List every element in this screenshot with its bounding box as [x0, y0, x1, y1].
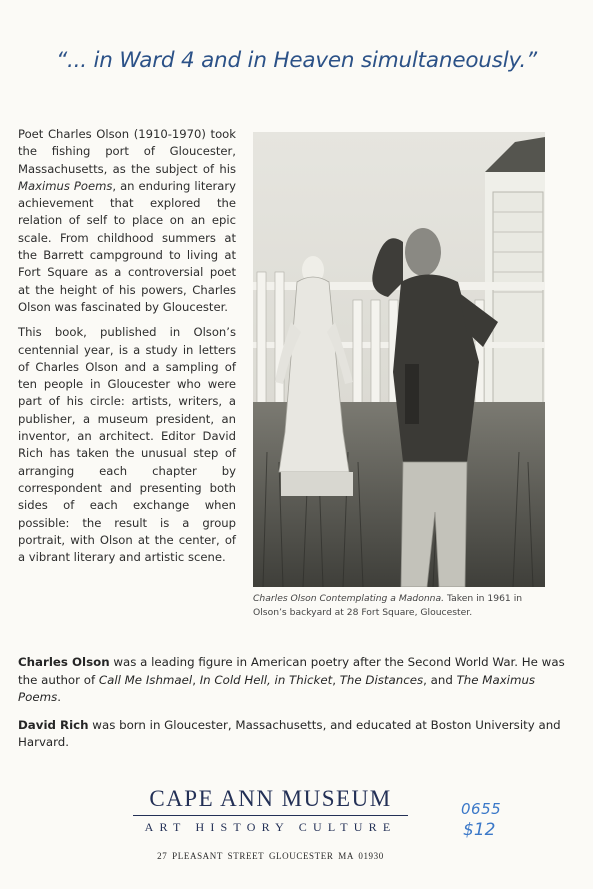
museum-address: 27 PLEASANT STREET GLOUCESTER MA 01930: [157, 851, 384, 861]
book-title: Maximus Poems: [18, 178, 113, 193]
book-title: The Distances: [339, 672, 424, 687]
description-text: Poet Charles Olson (1910-1970) took the fishing port of Gloucester, Massachusetts, as the subject of his: [18, 127, 236, 176]
separator: ,: [192, 672, 200, 687]
museum-name: CAPE ANN MUSEUM: [149, 786, 392, 811]
bio-name-rich: David Rich: [18, 717, 89, 732]
handwritten-code: 0655: [461, 800, 502, 818]
bio-text: was a leading figure in American poetry after the Second World War. He was the author of: [18, 655, 565, 687]
pull-quote: “... in Ward 4 and in Heaven simultaneously.”: [56, 48, 537, 73]
separator: ,: [332, 672, 340, 687]
logo-rule: [133, 815, 408, 816]
book-title: Call Me Ishmael: [98, 672, 193, 687]
bio-name-olson: Charles Olson: [18, 655, 110, 669]
handwritten-price: $12: [463, 820, 496, 840]
bio-olson: [18, 654, 578, 707]
separator: .: [57, 690, 61, 704]
handwritten-price-note: [461, 800, 501, 840]
museum-logo: [133, 785, 408, 835]
bio-text: was born in Gloucester, Massachusetts, and educated at Boston University and Harvard.: [18, 717, 561, 749]
book-title: The Maximus Poems: [18, 672, 536, 704]
separator: , and: [423, 672, 457, 687]
caption-text: Taken in 1961 in Olson’s backyard at 28 Fort Square, Gloucester.: [253, 593, 523, 618]
museum-tagline: ART HISTORY CULTURE: [144, 820, 397, 834]
author-bios: [18, 654, 578, 762]
photo-caption: [253, 592, 553, 620]
description-paragraph-1: [18, 126, 236, 316]
photo-olson-madonna: [253, 132, 545, 587]
description-text: , an enduring literary achievement that explored the relation of self to place on an epic scale. From childhood summers at the Barrett campground to living at Fort Square as a controversial poet at the height of his powers, Charles Olson was fascinated by Gloucester.: [18, 178, 236, 314]
caption-title: Charles Olson Contemplating a Madonna.: [253, 593, 445, 604]
book-title: In Cold Hell, in Thicket: [199, 672, 333, 687]
bio-rich: [18, 717, 578, 752]
description-column: [18, 126, 236, 574]
description-paragraph-2: This book, published in Olson’s centennial year, is a study in letters of Charles Olson and a sampling of ten people in Gloucester who were part of his circle: artists, writers, a publisher, a museum president, an inventor, an architect. Editor David Rich has taken the unusual step of arranging each chapter by correspondent and presenting both sides of each exchange when possible: the result is a group portrait, with Olson at the center, of a vibrant literary and artistic scene.: [18, 325, 236, 565]
photograph-illustration: [253, 132, 545, 587]
